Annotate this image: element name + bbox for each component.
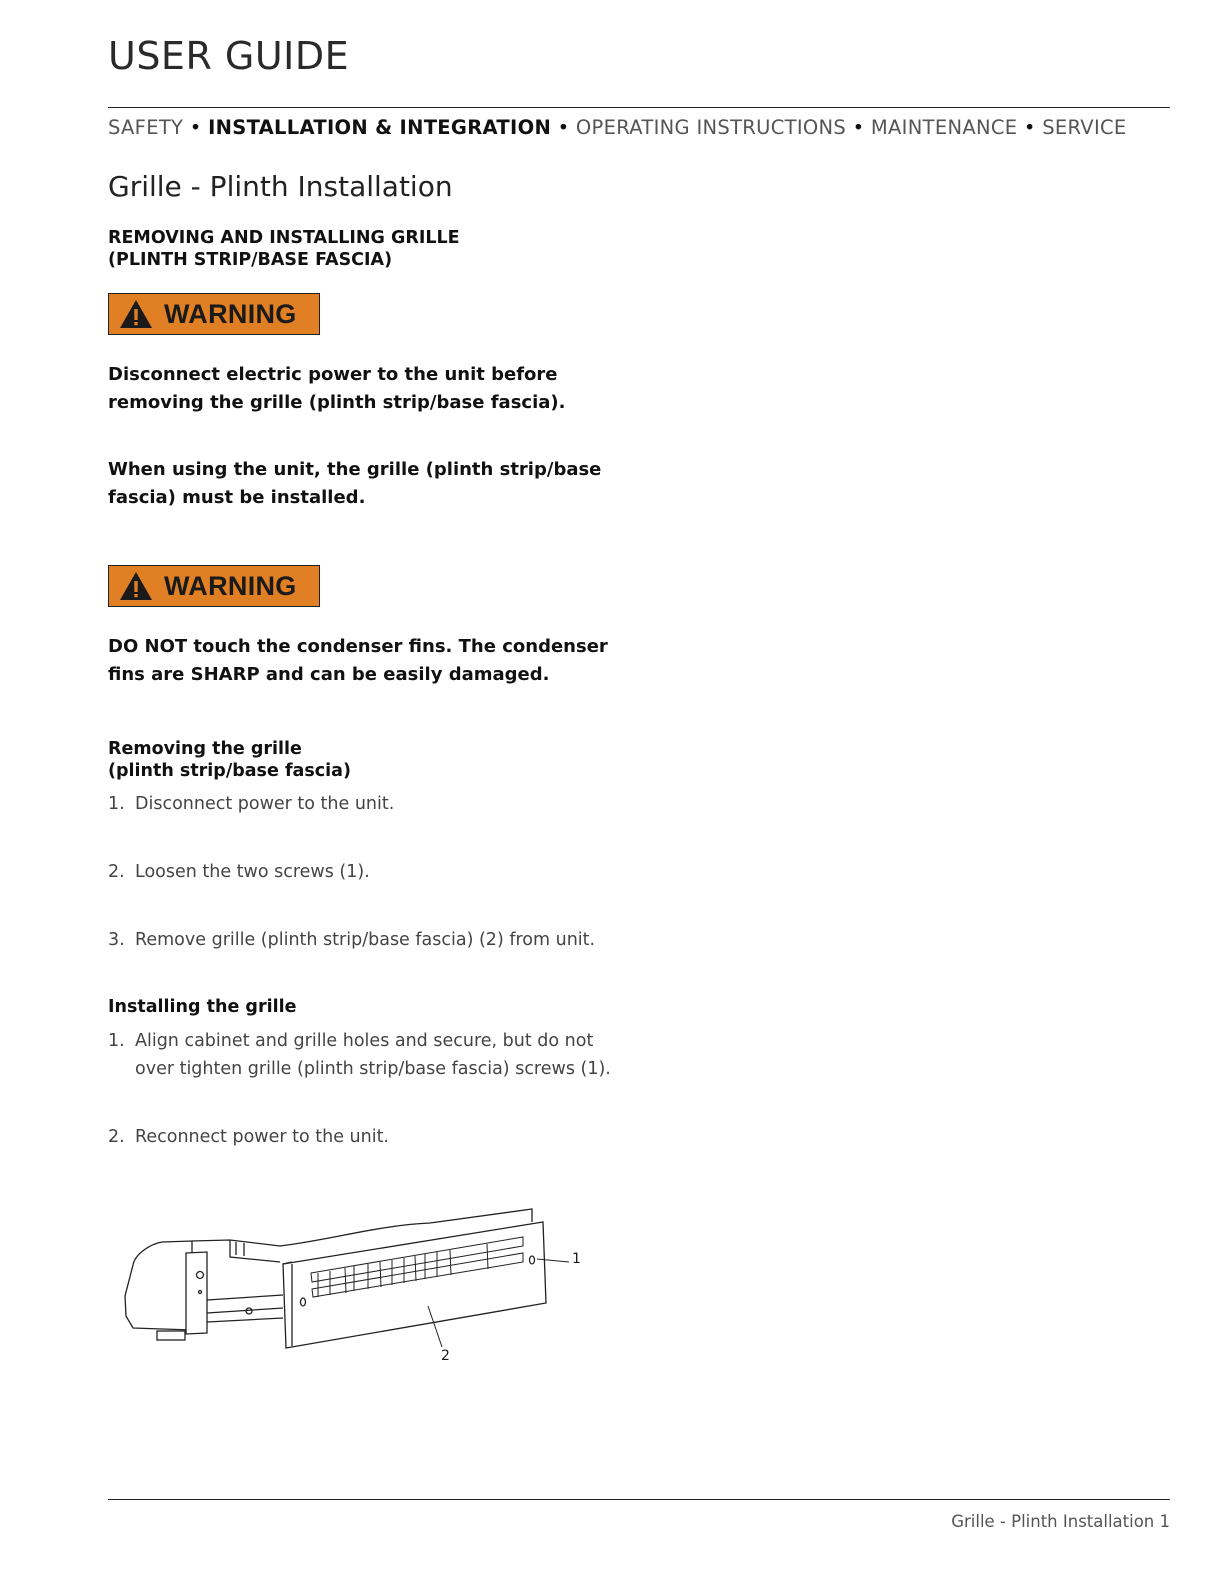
list-item: 2. Loosen the two screws (1).: [108, 862, 370, 882]
warning-text: DO NOT touch the condenser fins. The condenser fins are SHARP and can be easily damaged.: [108, 636, 608, 685]
section-nav: SAFETY • INSTALLATION & INTEGRATION • OPERATING INSTRUCTIONS • MAINTENANCE • SERVICE: [108, 116, 1127, 139]
list-item: 2. Reconnect power to the unit.: [108, 1127, 389, 1147]
callout-label-2: 2: [441, 1348, 450, 1364]
section-title: Grille - Plinth Installation: [108, 170, 453, 203]
header-divider: [108, 107, 1170, 108]
nav-item-installation[interactable]: INSTALLATION & INTEGRATION: [208, 116, 552, 139]
footer-divider: [108, 1499, 1170, 1500]
nav-item-operating[interactable]: OPERATING INSTRUCTIONS: [575, 116, 847, 139]
nav-item-maintenance[interactable]: MAINTENANCE: [870, 116, 1018, 139]
page-footer: Grille - Plinth Installation 1: [951, 1512, 1170, 1531]
removing-heading: Removing the grille (plinth strip/base fascia): [108, 739, 351, 781]
warning-text: When using the unit, the grille (plinth strip/base fascia) must be installed.: [108, 459, 602, 508]
section-subheading: REMOVING AND INSTALLING GRILLE (PLINTH STRIP/BASE FASCIA): [108, 228, 460, 270]
warning-badge: [108, 565, 320, 607]
callout-label-1: 1: [572, 1251, 581, 1267]
document-title: USER GUIDE: [108, 34, 350, 78]
list-item: 1. Align cabinet and grille holes and secure, but do not over tighten grille (plinth strip/base fascia) screws (1).: [108, 1031, 611, 1079]
warning-text: Disconnect electric power to the unit before removing the grille (plinth strip/base fascia).: [108, 364, 566, 413]
grille-installation-diagram: [120, 1200, 600, 1380]
warning-label: WARNING: [164, 298, 297, 329]
nav-item-safety[interactable]: SAFETY: [108, 116, 184, 139]
installing-heading: Installing the grille: [108, 997, 297, 1017]
warning-triangle-icon: [119, 299, 153, 329]
warning-badge: [108, 293, 320, 335]
warning-triangle-icon: [119, 571, 153, 601]
list-item: 3. Remove grille (plinth strip/base fascia) (2) from unit.: [108, 930, 596, 950]
nav-item-service[interactable]: SERVICE: [1042, 116, 1127, 139]
list-item: 1. Disconnect power to the unit.: [108, 794, 395, 814]
warning-label: WARNING: [164, 570, 297, 601]
